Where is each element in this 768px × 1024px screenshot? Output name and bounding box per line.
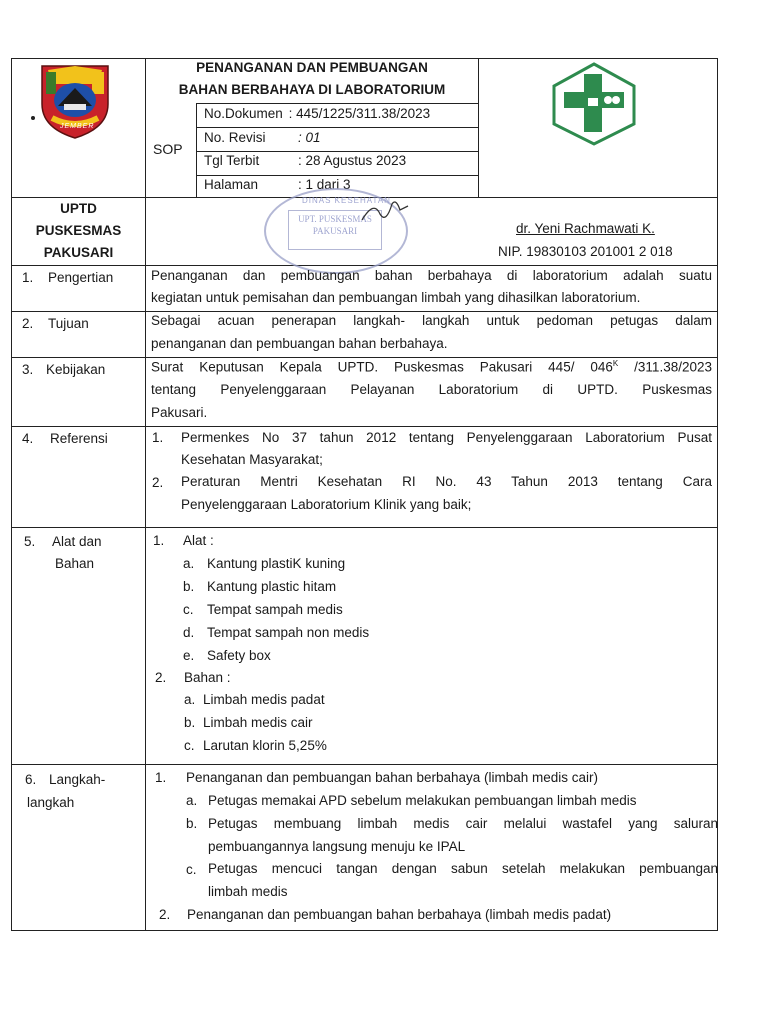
s6-label-2: langkah [27, 795, 75, 810]
rule-logo-column [478, 58, 479, 197]
org-name-1: UPTD [60, 201, 97, 216]
field-label-halaman: Halaman [204, 177, 259, 192]
bahan-item: Limbah medis cair [203, 715, 313, 730]
s4-label: Referensi [50, 431, 108, 446]
org-name-2: PUSKESMAS [35, 223, 122, 238]
table-border-right [717, 58, 718, 930]
s6-c-text-1: Petugas mencuci tangan dengan sabun setelah melakukan pembuangan [208, 861, 718, 876]
s4-ref1-number: 1. [152, 430, 164, 445]
s6-p1-number: 1. [155, 770, 167, 785]
s6-number: 6. [25, 772, 37, 787]
s3-text-3: Pakusari. [151, 405, 208, 420]
s5-label-1: Alat dan [52, 534, 102, 549]
s3-text-1a: Surat Keputusan Kepala UPTD. Puskesmas Pakusari 445/ 046 [151, 359, 613, 375]
field-label: No.Dokumen [204, 106, 283, 121]
field-no-dokumen [204, 106, 430, 121]
bahan-item: Limbah medis padat [203, 692, 325, 707]
s6-b-key: b. [186, 816, 198, 831]
s1-label: Pengertian [48, 270, 114, 285]
s6-label-1: Langkah- [49, 772, 106, 787]
rule-s4-bottom [11, 527, 718, 528]
s6-c-text-2: limbah medis [208, 884, 288, 899]
sop-label: SOP [153, 141, 183, 157]
alat-item: Safety box [207, 648, 271, 663]
s3-text-1 [151, 359, 712, 375]
s6-a-text: Petugas memakai APD sebelum melakukan pembuangan limbah medis [208, 793, 637, 808]
s2-text-1: Sebagai acuan penerapan langkah- langkah untuk pedoman petugas dalam [151, 313, 712, 328]
s4-number: 4. [22, 431, 34, 446]
rule-label-column [145, 58, 146, 930]
signer-name: dr. Yeni Rachmawati K. [516, 221, 655, 236]
signature [360, 196, 410, 226]
s5-label-2: Bahan [55, 556, 95, 571]
field-value-terbit: : 28 Agustus 2023 [298, 153, 407, 168]
logo-caption: JEMBER [60, 123, 95, 130]
bahan-key: c. [184, 738, 195, 753]
s1-text-2: kegiatan untuk pemisahan dan pembuangan limbah yang dihasilkan laboratorium. [151, 290, 641, 305]
s5-bahan-title: Bahan : [184, 670, 231, 685]
s5-alat-title: Alat : [183, 533, 214, 548]
s5-number: 5. [24, 534, 36, 549]
puskesmas-logo [550, 62, 638, 146]
district-logo [34, 62, 116, 140]
rule-title-bottom [196, 103, 478, 104]
alat-key: a. [183, 556, 195, 571]
field-value-halaman: : 1 dari 3 [298, 177, 351, 192]
stamp-top-text: DINAS KESEHATAN [302, 196, 391, 205]
alat-key: d. [183, 625, 195, 640]
s2-text-2: penanganan dan pembuangan bahan berbahaya. [151, 336, 448, 351]
s3-sup: K [612, 359, 619, 368]
table-border-bottom [11, 930, 718, 931]
alat-item: Tempat sampah medis [207, 602, 343, 617]
alat-key: b. [183, 579, 195, 594]
s4-ref1-text-2: Kesehatan Masyarakat; [181, 452, 323, 467]
field-value: : 445/1225/311.38/2023 [288, 106, 431, 121]
s5-bahan-number: 2. [155, 670, 167, 685]
s3-text-1b: /311.38/2023 [618, 359, 712, 375]
rule-s3-bottom [11, 426, 718, 427]
sop-title-line2: BAHAN BERBAHAYA DI LABORATORIUM [178, 82, 446, 97]
s4-ref1-text-1: Permenkes No 37 tahun 2012 tentang Penyelenggaraan Laboratorium Pusat [181, 430, 712, 445]
s1-number: 1. [22, 270, 34, 285]
s3-text-2: tentang Penyelenggaraan Pelayanan Laboratorium di UPTD. Puskesmas [151, 382, 712, 397]
field-label-terbit: Tgl Terbit [204, 153, 260, 168]
s4-ref2-number: 2. [152, 475, 164, 490]
table-border-left [11, 58, 12, 930]
signer-nip: NIP. 19830103 201001 2 018 [498, 244, 673, 259]
s6-c-key: c. [186, 862, 197, 877]
s1-text-1: Penanganan dan pembuangan bahan berbahaya di laboratorium adalah suatu [151, 268, 712, 283]
s6-a-key: a. [186, 793, 198, 808]
field-label-revisi: No. Revisi [204, 130, 266, 145]
alat-item: Kantung plastiK kuning [207, 556, 346, 571]
stamp-line-1: UPT. PUSKESMAS [298, 214, 372, 224]
s2-label: Tujuan [48, 316, 89, 331]
rule-field-1 [196, 127, 478, 128]
stamp-line-2: PAKUSARI [312, 226, 358, 236]
alat-key: e. [183, 648, 195, 663]
sop-title-line1: PENANGANAN DAN PEMBUANGAN [196, 60, 428, 75]
alat-key: c. [183, 602, 194, 617]
s6-p2-number: 2. [159, 907, 171, 922]
s6-p1-text: Penanganan dan pembuangan bahan berbahaya (limbah medis cair) [186, 770, 599, 785]
s2-number: 2. [22, 316, 34, 331]
dot-mark [31, 116, 35, 120]
alat-item: Kantung plastic hitam [207, 579, 337, 594]
alat-item: Tempat sampah non medis [207, 625, 370, 640]
s6-b-text-2: pembuangannya langsung menuju ke IPAL [208, 839, 466, 854]
s4-ref2-text-2: Penyelenggaraan Laboratorium Klinik yang baik; [181, 497, 472, 512]
s5-alat-number: 1. [153, 533, 165, 548]
bahan-key: b. [184, 715, 196, 730]
org-name-3: PAKUSARI [43, 245, 114, 260]
s6-b-text-1: Petugas membuang limbah medis cair melalui wastafel yang saluran [208, 816, 718, 831]
bahan-item: Larutan klorin 5,25% [203, 738, 327, 753]
rule-s5-bottom [11, 764, 718, 765]
s4-ref2-text-1: Peraturan Mentri Kesehatan RI No. 43 Tahun 2013 tentang Cara [181, 474, 712, 489]
rule-sop-column [196, 103, 197, 197]
bahan-key: a. [184, 692, 196, 707]
s6-p2-text: Penanganan dan pembuangan bahan berbahaya (limbah medis padat) [187, 907, 612, 922]
field-value-revisi: : 01 [298, 130, 321, 145]
s3-label: Kebijakan [46, 362, 106, 377]
s3-number: 3. [22, 362, 34, 377]
